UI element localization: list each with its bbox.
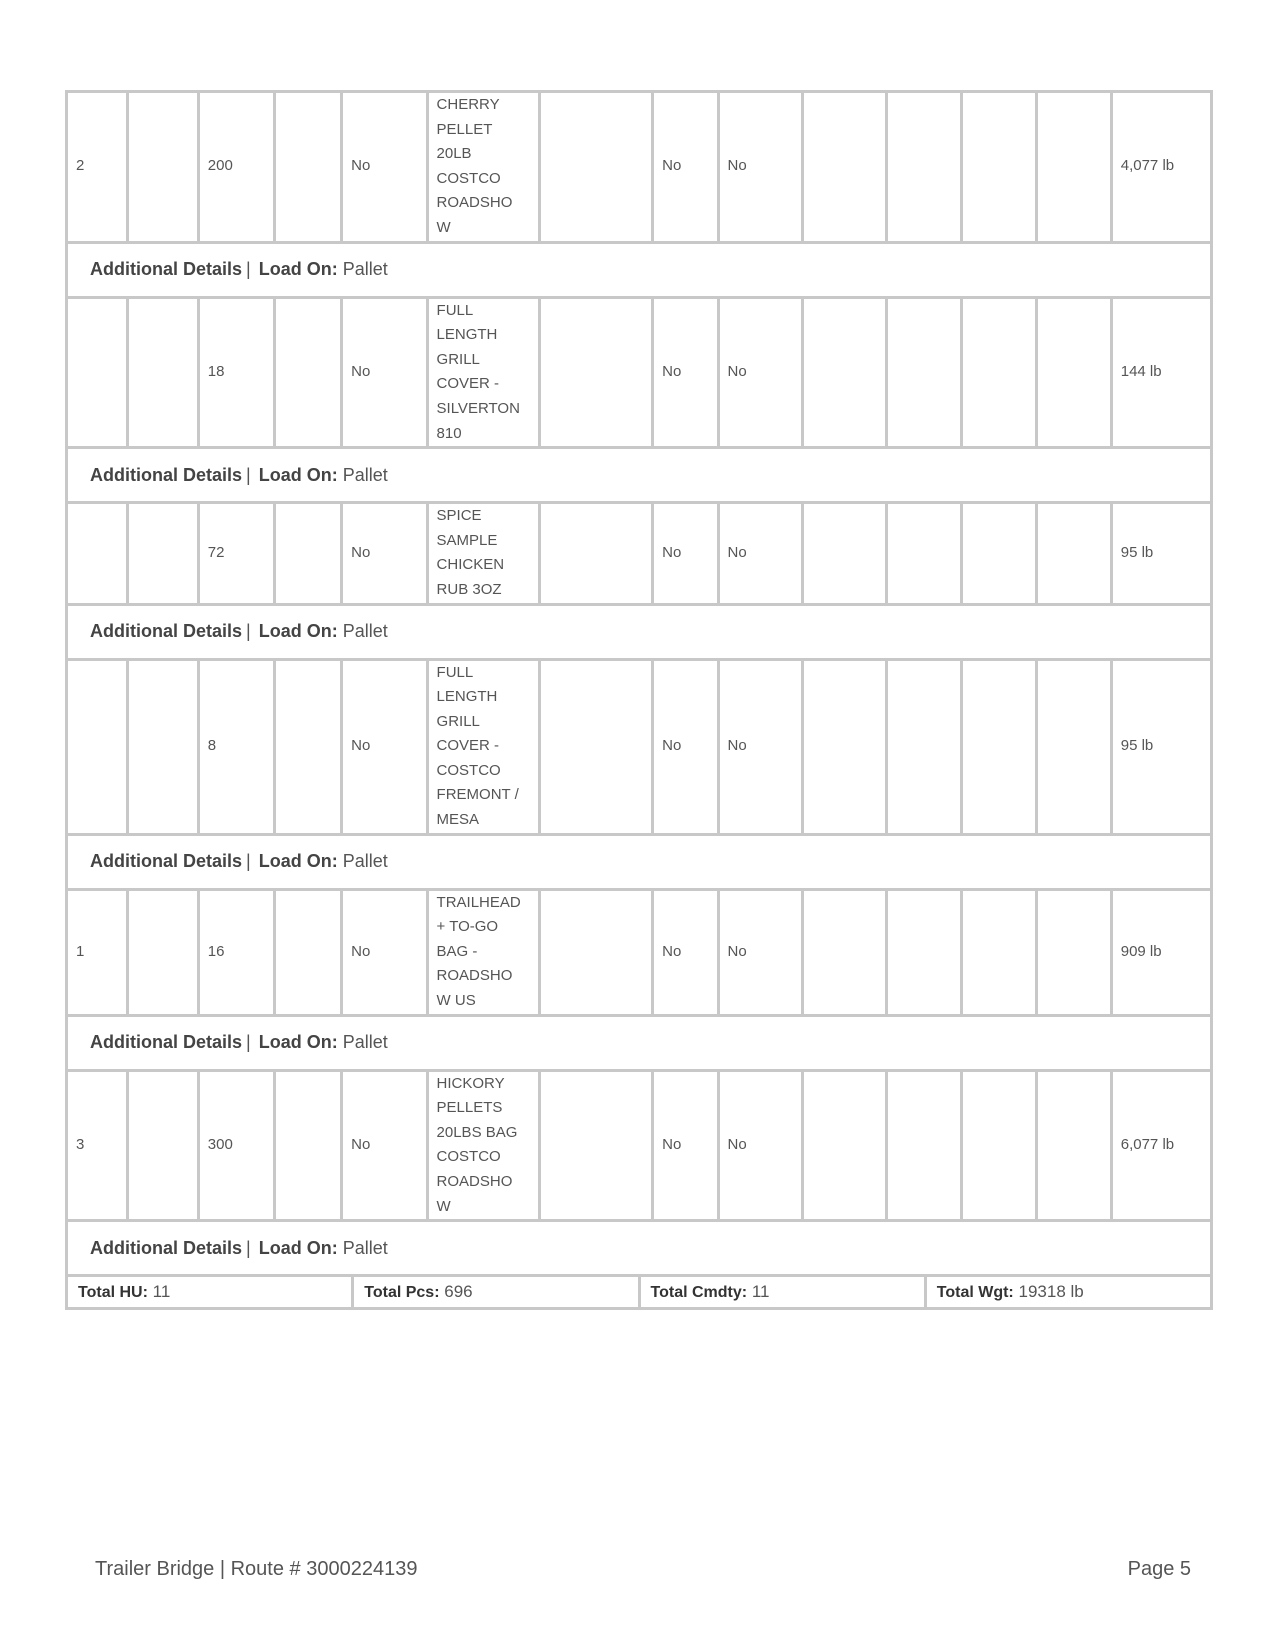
additional-details-row [67,834,1212,889]
cell-hu [67,659,128,834]
details-separator: | [246,1237,251,1258]
cell-col-a: No [653,1070,718,1221]
load-on-label: Load On: [258,464,338,485]
cell-description: CHERRY PELLET 20LB COSTCO ROADSHO W [427,92,540,243]
additional-details-cell [67,1015,1212,1070]
cell-blank [1036,889,1111,1015]
details-separator: | [246,1032,251,1053]
cell-blank [274,1070,341,1221]
additional-details-label: Additional Details [90,464,243,485]
load-on-label: Load On: [258,1237,338,1258]
cell-blank [962,1070,1037,1221]
details-separator: | [246,464,251,485]
load-on-label: Load On: [258,851,338,872]
total-hu-value: 11 [152,1282,171,1302]
cell-blank [540,92,653,243]
cell-blank [128,1070,199,1221]
cell-weight: 6,077 lb [1111,1070,1211,1221]
footer-page-number: Page 5 [1127,1558,1191,1580]
additional-details-row [67,242,1212,297]
cell-weight: 909 lb [1111,889,1211,1015]
cell-pcs: 18 [198,297,274,448]
total-hu [67,1276,353,1309]
cell-weight: 144 lb [1111,297,1211,448]
load-on-value: Pallet [342,259,388,280]
details-separator: | [246,621,251,642]
cell-blank [962,659,1037,834]
cell-description: FULL LENGTH GRILL COVER - COSTCO FREMONT / MESA [427,659,540,834]
cell-blank [802,297,886,448]
total-wgt [925,1276,1211,1309]
cell-hu: 3 [67,1070,128,1221]
cell-blank [540,889,653,1015]
cell-blank [962,889,1037,1015]
load-on-label: Load On: [258,259,338,280]
load-on-label: Load On: [258,621,338,642]
cell-blank [802,92,886,243]
additional-details-cell [67,448,1212,503]
cell-col-b: No [718,503,802,604]
cell-blank [887,889,962,1015]
item-row [67,297,1212,448]
item-row [67,659,1212,834]
cell-blank [274,659,341,834]
load-on-value: Pallet [342,1032,388,1053]
cell-blank [274,503,341,604]
cell-blank [1036,92,1111,243]
cell-pcs: 8 [198,659,274,834]
cell-blank [887,1070,962,1221]
cell-blank [540,1070,653,1221]
cell-blank [1036,659,1111,834]
load-on-value: Pallet [342,851,388,872]
cell-blank [962,503,1037,604]
additional-details-row [67,604,1212,659]
cell-blank [802,503,886,604]
cell-blank [1036,503,1111,604]
item-row [67,92,1212,243]
totals-bar [65,1274,1213,1310]
additional-details-label: Additional Details [90,259,243,280]
additional-details-row [67,1015,1212,1070]
additional-details-cell [67,604,1212,659]
cell-weight: 95 lb [1111,503,1211,604]
additional-details-row [67,448,1212,503]
cell-blank [802,889,886,1015]
cell-blank [802,1070,886,1221]
cell-col-b: No [718,889,802,1015]
cell-col-b: No [718,1070,802,1221]
load-on-value: Pallet [342,621,388,642]
cell-description: HICKORY PELLETS 20LBS BAG COSTCO ROADSHO W [427,1070,540,1221]
freight-items-body [67,92,1212,1276]
additional-details-label: Additional Details [90,1237,243,1258]
load-on-value: Pallet [342,464,388,485]
cell-hazmat: No [342,92,427,243]
cell-hazmat: No [342,297,427,448]
cell-blank [802,659,886,834]
cell-blank [887,92,962,243]
cell-hu: 1 [67,889,128,1015]
cell-description: FULL LENGTH GRILL COVER - SILVERTON 810 [427,297,540,448]
cell-col-a: No [653,297,718,448]
cell-blank [1036,1070,1111,1221]
cell-pcs: 200 [198,92,274,243]
cell-blank [128,503,199,604]
total-wgt-label: Total Wgt: [936,1284,1014,1302]
cell-col-b: No [718,659,802,834]
cell-col-a: No [653,889,718,1015]
additional-details-row [67,1221,1212,1276]
cell-hazmat: No [342,659,427,834]
cell-hu [67,297,128,448]
cell-blank [540,659,653,834]
cell-col-b: No [718,92,802,243]
cell-blank [540,297,653,448]
cell-hu [67,503,128,604]
item-row [67,1070,1212,1221]
cell-blank [274,889,341,1015]
additional-details-label: Additional Details [90,1032,243,1053]
cell-blank [274,297,341,448]
total-pcs-value: 696 [444,1282,473,1302]
details-separator: | [246,259,251,280]
additional-details-label: Additional Details [90,621,243,642]
total-pcs [353,1276,639,1309]
cell-blank [128,297,199,448]
cell-weight: 4,077 lb [1111,92,1211,243]
total-cmdty [639,1276,925,1309]
item-row [67,503,1212,604]
cell-pcs: 300 [198,1070,274,1221]
total-hu-label: Total HU: [78,1284,148,1302]
cell-description: SPICE SAMPLE CHICKEN RUB 3OZ [427,503,540,604]
additional-details-cell [67,834,1212,889]
cell-pcs: 16 [198,889,274,1015]
total-cmdty-value: 11 [751,1282,770,1302]
cell-blank [540,503,653,604]
cell-hazmat: No [342,889,427,1015]
cell-col-a: No [653,659,718,834]
cell-blank [962,297,1037,448]
cell-blank [128,659,199,834]
load-on-value: Pallet [342,1237,388,1258]
freight-items-table [65,90,1213,1277]
cell-blank [962,92,1037,243]
footer-route: Trailer Bridge | Route # 3000224139 [95,1558,418,1580]
cell-blank [128,92,199,243]
cell-blank [887,503,962,604]
cell-blank [1036,297,1111,448]
cell-blank [887,659,962,834]
total-pcs-label: Total Pcs: [364,1284,440,1302]
cell-col-b: No [718,297,802,448]
cell-description: TRAILHEAD + TO-GO BAG - ROADSHO W US [427,889,540,1015]
cell-blank [128,889,199,1015]
details-separator: | [246,851,251,872]
item-row [67,889,1212,1015]
cell-pcs: 72 [198,503,274,604]
cell-hu: 2 [67,92,128,243]
cell-hazmat: No [342,503,427,604]
cell-weight: 95 lb [1111,659,1211,834]
cell-blank [274,92,341,243]
load-on-label: Load On: [258,1032,338,1053]
cell-blank [887,297,962,448]
freight-items-sheet [65,90,1213,1310]
total-wgt-value: 19318 lb [1018,1282,1084,1302]
additional-details-label: Additional Details [90,851,243,872]
cell-col-a: No [653,503,718,604]
cell-hazmat: No [342,1070,427,1221]
additional-details-cell [67,1221,1212,1276]
additional-details-cell [67,242,1212,297]
total-cmdty-label: Total Cmdty: [650,1284,748,1302]
cell-col-a: No [653,92,718,243]
